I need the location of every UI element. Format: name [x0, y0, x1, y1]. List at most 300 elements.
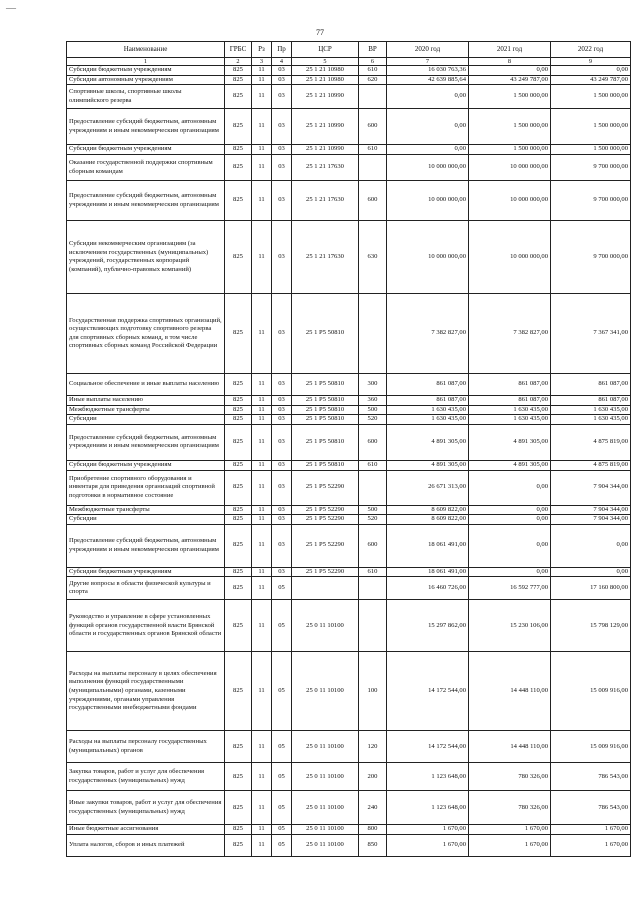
row-amount-2022: 0,00 [551, 567, 631, 577]
row-name: Предоставление субсидий бюджетным, автономным учреждениям и иным некоммерческим организациям [67, 181, 225, 221]
table-row [67, 470, 631, 505]
column-number: 1 [67, 58, 225, 66]
row-csr [292, 577, 359, 600]
row-amount-2020: 4 891 305,00 [387, 424, 469, 460]
row-pr: 03 [272, 415, 292, 425]
row-pr: 05 [272, 791, 292, 825]
row-amount-2020: 4 891 305,00 [387, 460, 469, 470]
row-csr: 25 0 11 10100 [292, 731, 359, 763]
table-row [67, 731, 631, 763]
row-rz: 11 [252, 181, 272, 221]
row-name: Расходы на выплаты персоналу государственных (муниципальных) органов [67, 731, 225, 763]
table-row [67, 515, 631, 525]
row-pr: 03 [272, 85, 292, 109]
row-amount-2020: 14 172 544,00 [387, 652, 469, 731]
row-amount-2020: 8 609 822,00 [387, 515, 469, 525]
row-vr: 360 [359, 396, 387, 406]
row-vr: 610 [359, 460, 387, 470]
row-grbs: 825 [225, 460, 252, 470]
row-amount-2020: 14 172 544,00 [387, 731, 469, 763]
row-grbs: 825 [225, 221, 252, 294]
row-vr [359, 85, 387, 109]
row-amount-2022: 7 367 341,00 [551, 294, 631, 374]
row-amount-2020: 1 630 435,00 [387, 405, 469, 415]
page-number: 77 [316, 28, 324, 37]
row-rz: 11 [252, 405, 272, 415]
table-row [67, 834, 631, 856]
row-amount-2021: 1 500 000,00 [469, 145, 551, 155]
row-csr: 25 1 P5 50810 [292, 405, 359, 415]
row-pr: 03 [272, 145, 292, 155]
header-pr: Пр [272, 42, 292, 58]
row-name: Расходы на выплаты персоналу в целях обеспечения выполнения функций государственными (муниципальными) органами, казенными учреждениями, органами управления государственными внебюджетными фондами [67, 652, 225, 731]
row-pr: 03 [272, 221, 292, 294]
row-amount-2020: 18 061 491,00 [387, 567, 469, 577]
table-row [67, 505, 631, 515]
row-grbs: 825 [225, 145, 252, 155]
row-amount-2022: 786 543,00 [551, 791, 631, 825]
row-amount-2021: 1 670,00 [469, 825, 551, 835]
row-csr: 25 0 11 10100 [292, 652, 359, 731]
row-grbs: 825 [225, 763, 252, 791]
row-name: Уплата налогов, сборов и иных платежей [67, 834, 225, 856]
row-name: Руководство и управление в сфере установленных функций органов государственной власти Брянской области и государственных органов Брянской области [67, 600, 225, 652]
row-vr: 500 [359, 505, 387, 515]
table-row [67, 155, 631, 181]
row-amount-2022: 1 500 000,00 [551, 145, 631, 155]
row-grbs: 825 [225, 155, 252, 181]
column-number-row [67, 58, 631, 66]
row-amount-2022: 4 875 819,00 [551, 460, 631, 470]
row-rz: 11 [252, 460, 272, 470]
header-name: Наименование [67, 42, 225, 58]
row-amount-2020: 10 000 000,00 [387, 181, 469, 221]
header-vr: ВР [359, 42, 387, 58]
row-amount-2022: 4 875 819,00 [551, 424, 631, 460]
row-name: Спортивные школы, спортивные школы олимпийского резерва [67, 85, 225, 109]
row-amount-2020: 861 087,00 [387, 396, 469, 406]
row-amount-2022: 1 670,00 [551, 834, 631, 856]
row-name: Закупка товаров, работ и услуг для обеспечения государственных (муниципальных) нужд [67, 763, 225, 791]
row-vr [359, 155, 387, 181]
table-row [67, 460, 631, 470]
row-amount-2021: 10 000 000,00 [469, 221, 551, 294]
row-name: Социальное обеспечение и иные выплаты населению [67, 374, 225, 396]
table-row [67, 577, 631, 600]
row-amount-2021: 0,00 [469, 470, 551, 505]
row-amount-2021: 1 630 435,00 [469, 405, 551, 415]
row-csr: 25 1 21 17630 [292, 155, 359, 181]
row-grbs: 825 [225, 524, 252, 567]
row-amount-2020: 7 382 827,00 [387, 294, 469, 374]
row-name: Субсидии автономным учреждениям [67, 75, 225, 85]
row-rz: 11 [252, 825, 272, 835]
row-amount-2020: 8 609 822,00 [387, 505, 469, 515]
row-amount-2022: 0,00 [551, 524, 631, 567]
row-name: Предоставление субсидий бюджетным, автономным учреждениям и иным некоммерческим организациям [67, 109, 225, 145]
row-csr: 25 0 11 10100 [292, 600, 359, 652]
row-name: Субсидии бюджетным учреждениям [67, 145, 225, 155]
row-amount-2022: 861 087,00 [551, 396, 631, 406]
table-row [67, 374, 631, 396]
row-grbs: 825 [225, 505, 252, 515]
header-2021: 2021 год [469, 42, 551, 58]
row-vr: 520 [359, 515, 387, 525]
row-amount-2021: 4 891 305,00 [469, 460, 551, 470]
row-csr: 25 0 11 10100 [292, 763, 359, 791]
row-csr: 25 1 P5 52290 [292, 524, 359, 567]
row-vr: 610 [359, 567, 387, 577]
row-amount-2022: 9 700 000,00 [551, 181, 631, 221]
row-amount-2021: 43 249 787,00 [469, 75, 551, 85]
row-amount-2022: 1 500 000,00 [551, 109, 631, 145]
table-row [67, 66, 631, 76]
row-pr: 03 [272, 294, 292, 374]
row-amount-2020: 1 123 648,00 [387, 763, 469, 791]
row-csr: 25 1 21 10990 [292, 109, 359, 145]
row-csr: 25 1 P5 52290 [292, 470, 359, 505]
row-amount-2021: 0,00 [469, 505, 551, 515]
row-amount-2021: 780 326,00 [469, 791, 551, 825]
row-rz: 11 [252, 75, 272, 85]
row-amount-2020: 1 670,00 [387, 825, 469, 835]
row-amount-2020: 16 460 726,00 [387, 577, 469, 600]
row-csr: 25 1 21 17630 [292, 181, 359, 221]
row-amount-2020: 1 123 648,00 [387, 791, 469, 825]
table-row [67, 524, 631, 567]
row-csr: 25 1 P5 52290 [292, 567, 359, 577]
row-amount-2020: 10 000 000,00 [387, 155, 469, 181]
table-row [67, 294, 631, 374]
row-name: Иные выплаты населению [67, 396, 225, 406]
table-row [67, 567, 631, 577]
row-rz: 11 [252, 515, 272, 525]
row-rz: 11 [252, 791, 272, 825]
row-csr: 25 0 11 10100 [292, 825, 359, 835]
row-grbs: 825 [225, 66, 252, 76]
row-amount-2022: 9 700 000,00 [551, 155, 631, 181]
row-amount-2022: 7 904 344,00 [551, 515, 631, 525]
row-rz: 11 [252, 600, 272, 652]
row-csr: 25 1 P5 50810 [292, 460, 359, 470]
row-vr: 620 [359, 75, 387, 85]
row-vr: 800 [359, 825, 387, 835]
table-row [67, 221, 631, 294]
row-amount-2020: 1 630 435,00 [387, 415, 469, 425]
header-grbs: ГРБС [225, 42, 252, 58]
row-amount-2022: 0,00 [551, 66, 631, 76]
row-pr: 03 [272, 66, 292, 76]
table-row [67, 424, 631, 460]
row-name: Субсидии бюджетным учреждениям [67, 460, 225, 470]
row-grbs: 825 [225, 652, 252, 731]
row-vr: 240 [359, 791, 387, 825]
header-2022: 2022 год [551, 42, 631, 58]
row-rz: 11 [252, 85, 272, 109]
row-amount-2020: 0,00 [387, 145, 469, 155]
row-pr: 03 [272, 374, 292, 396]
row-rz: 11 [252, 763, 272, 791]
row-amount-2020: 18 061 491,00 [387, 524, 469, 567]
header-row [67, 42, 631, 58]
row-grbs: 825 [225, 825, 252, 835]
row-vr: 600 [359, 109, 387, 145]
row-name: Другие вопросы в области физической культуры и спорта [67, 577, 225, 600]
row-grbs: 825 [225, 470, 252, 505]
row-vr: 610 [359, 145, 387, 155]
row-name: Оказание государственной поддержки спортивным сборным командам [67, 155, 225, 181]
row-pr: 05 [272, 731, 292, 763]
row-amount-2022: 7 904 344,00 [551, 505, 631, 515]
row-name: Предоставление субсидий бюджетным, автономным учреждениям и иным некоммерческим организациям [67, 424, 225, 460]
row-name: Межбюджетные трансферты [67, 505, 225, 515]
row-pr: 05 [272, 577, 292, 600]
row-amount-2022: 1 630 435,00 [551, 405, 631, 415]
row-grbs: 825 [225, 731, 252, 763]
row-grbs: 825 [225, 424, 252, 460]
row-amount-2020: 15 297 862,00 [387, 600, 469, 652]
row-amount-2021: 0,00 [469, 567, 551, 577]
row-name: Иные бюджетные ассигнования [67, 825, 225, 835]
row-pr: 03 [272, 470, 292, 505]
row-vr: 600 [359, 424, 387, 460]
row-name: Предоставление субсидий бюджетным, автономным учреждениям и иным некоммерческим организациям [67, 524, 225, 567]
row-amount-2021: 15 230 106,00 [469, 600, 551, 652]
row-vr: 120 [359, 731, 387, 763]
row-amount-2021: 0,00 [469, 66, 551, 76]
row-pr: 03 [272, 515, 292, 525]
row-name: Межбюджетные трансферты [67, 405, 225, 415]
row-csr: 25 0 11 10100 [292, 791, 359, 825]
corner-mark: — [6, 3, 16, 14]
column-number: 2 [225, 58, 252, 66]
row-grbs: 825 [225, 294, 252, 374]
row-rz: 11 [252, 155, 272, 181]
row-pr: 03 [272, 75, 292, 85]
row-vr: 100 [359, 652, 387, 731]
row-vr: 520 [359, 415, 387, 425]
table-row [67, 763, 631, 791]
row-csr: 25 1 P5 50810 [292, 424, 359, 460]
row-amount-2021: 1 500 000,00 [469, 85, 551, 109]
row-pr: 03 [272, 567, 292, 577]
row-rz: 11 [252, 374, 272, 396]
row-amount-2021: 861 087,00 [469, 374, 551, 396]
row-pr: 03 [272, 109, 292, 145]
row-amount-2021: 10 000 000,00 [469, 181, 551, 221]
row-grbs: 825 [225, 405, 252, 415]
row-rz: 11 [252, 567, 272, 577]
row-pr: 05 [272, 825, 292, 835]
row-csr: 25 1 21 10990 [292, 145, 359, 155]
row-amount-2022: 15 798 129,00 [551, 600, 631, 652]
row-grbs: 825 [225, 415, 252, 425]
row-amount-2021: 1 630 435,00 [469, 415, 551, 425]
row-rz: 11 [252, 424, 272, 460]
table-row [67, 145, 631, 155]
row-vr: 630 [359, 221, 387, 294]
table-row [67, 85, 631, 109]
row-rz: 11 [252, 470, 272, 505]
row-amount-2022: 861 087,00 [551, 374, 631, 396]
row-csr: 25 1 21 10980 [292, 66, 359, 76]
row-pr: 03 [272, 524, 292, 567]
row-grbs: 825 [225, 396, 252, 406]
row-rz: 11 [252, 731, 272, 763]
row-rz: 11 [252, 221, 272, 294]
row-vr: 600 [359, 524, 387, 567]
row-csr: 25 1 P5 50810 [292, 396, 359, 406]
row-name: Государственная поддержка спортивных организаций, осуществляющих подготовку спортивного резерва для спортивных сборных команд, в том числе спортивных сборных команд Российской Федерации [67, 294, 225, 374]
row-csr: 25 1 P5 50810 [292, 415, 359, 425]
row-amount-2022: 15 009 916,00 [551, 652, 631, 731]
row-amount-2020: 0,00 [387, 85, 469, 109]
row-grbs: 825 [225, 75, 252, 85]
row-amount-2022: 1 500 000,00 [551, 85, 631, 109]
row-vr: 300 [359, 374, 387, 396]
row-amount-2021: 1 500 000,00 [469, 109, 551, 145]
table-row [67, 75, 631, 85]
column-number: 4 [272, 58, 292, 66]
row-amount-2022: 43 249 787,00 [551, 75, 631, 85]
row-rz: 11 [252, 505, 272, 515]
row-vr [359, 470, 387, 505]
row-amount-2022: 7 904 344,00 [551, 470, 631, 505]
row-grbs: 825 [225, 834, 252, 856]
row-amount-2020: 10 000 000,00 [387, 221, 469, 294]
row-name: Приобретение спортивного оборудования и инвентаря для приведения организаций спортивной подготовки в нормативное состояние [67, 470, 225, 505]
row-rz: 11 [252, 834, 272, 856]
table-row [67, 396, 631, 406]
table-body [67, 42, 631, 857]
row-csr: 25 1 P5 50810 [292, 294, 359, 374]
row-name: Иные закупки товаров, работ и услуг для обеспечения государственных (муниципальных) нужд [67, 791, 225, 825]
row-csr: 25 1 P5 50810 [292, 374, 359, 396]
row-csr: 25 1 21 10980 [292, 75, 359, 85]
table-row [67, 405, 631, 415]
row-vr: 600 [359, 181, 387, 221]
row-vr: 610 [359, 66, 387, 76]
row-grbs: 825 [225, 109, 252, 145]
row-vr [359, 600, 387, 652]
row-grbs: 825 [225, 600, 252, 652]
header-2020: 2020 год [387, 42, 469, 58]
row-vr: 200 [359, 763, 387, 791]
table-row [67, 825, 631, 835]
column-number: 8 [469, 58, 551, 66]
column-number: 5 [292, 58, 359, 66]
row-rz: 11 [252, 109, 272, 145]
row-amount-2022: 9 700 000,00 [551, 221, 631, 294]
row-grbs: 825 [225, 515, 252, 525]
row-grbs: 825 [225, 567, 252, 577]
row-grbs: 825 [225, 577, 252, 600]
table-row [67, 652, 631, 731]
table-row [67, 600, 631, 652]
table-row [67, 109, 631, 145]
row-amount-2020: 42 639 885,64 [387, 75, 469, 85]
row-vr: 850 [359, 834, 387, 856]
column-number: 3 [252, 58, 272, 66]
row-pr: 03 [272, 424, 292, 460]
row-amount-2020: 1 670,00 [387, 834, 469, 856]
row-amount-2022: 1 670,00 [551, 825, 631, 835]
row-pr: 03 [272, 396, 292, 406]
row-pr: 03 [272, 460, 292, 470]
row-amount-2021: 1 670,00 [469, 834, 551, 856]
row-pr: 05 [272, 652, 292, 731]
row-pr: 03 [272, 405, 292, 415]
row-grbs: 825 [225, 374, 252, 396]
row-amount-2022: 786 543,00 [551, 763, 631, 791]
row-csr: 25 1 21 17630 [292, 221, 359, 294]
row-amount-2021: 861 087,00 [469, 396, 551, 406]
row-amount-2020: 861 087,00 [387, 374, 469, 396]
column-number: 6 [359, 58, 387, 66]
row-grbs: 825 [225, 181, 252, 221]
row-amount-2021: 14 448 110,00 [469, 652, 551, 731]
row-rz: 11 [252, 577, 272, 600]
row-name: Субсидии [67, 515, 225, 525]
row-amount-2021: 7 382 827,00 [469, 294, 551, 374]
row-name: Субсидии некоммерческим организациям (за исключением государственных (муниципальных) учреждений, государственных корпораций (компаний), публично-правовых компаний) [67, 221, 225, 294]
row-amount-2021: 0,00 [469, 515, 551, 525]
row-vr: 500 [359, 405, 387, 415]
row-amount-2021: 0,00 [469, 524, 551, 567]
row-grbs: 825 [225, 791, 252, 825]
row-amount-2021: 10 000 000,00 [469, 155, 551, 181]
row-pr: 05 [272, 834, 292, 856]
row-csr: 25 1 P5 52290 [292, 515, 359, 525]
row-csr: 25 1 21 10990 [292, 85, 359, 109]
row-pr: 05 [272, 600, 292, 652]
row-amount-2022: 1 630 435,00 [551, 415, 631, 425]
row-amount-2021: 4 891 305,00 [469, 424, 551, 460]
row-amount-2020: 0,00 [387, 109, 469, 145]
row-name: Субсидии [67, 415, 225, 425]
column-number: 9 [551, 58, 631, 66]
row-rz: 11 [252, 415, 272, 425]
row-vr [359, 294, 387, 374]
row-amount-2021: 780 326,00 [469, 763, 551, 791]
row-amount-2021: 16 592 777,00 [469, 577, 551, 600]
column-number: 7 [387, 58, 469, 66]
budget-table [66, 41, 631, 857]
row-pr: 03 [272, 155, 292, 181]
row-pr: 03 [272, 181, 292, 221]
row-csr: 25 0 11 10100 [292, 834, 359, 856]
row-rz: 11 [252, 652, 272, 731]
row-name: Субсидии бюджетным учреждениям [67, 66, 225, 76]
row-amount-2020: 26 671 313,00 [387, 470, 469, 505]
table-row [67, 791, 631, 825]
table-row [67, 181, 631, 221]
row-rz: 11 [252, 294, 272, 374]
row-pr: 03 [272, 505, 292, 515]
row-amount-2022: 15 009 916,00 [551, 731, 631, 763]
row-rz: 11 [252, 66, 272, 76]
header-rz: Рз [252, 42, 272, 58]
row-grbs: 825 [225, 85, 252, 109]
row-vr [359, 577, 387, 600]
row-name: Субсидии бюджетным учреждениям [67, 567, 225, 577]
row-amount-2021: 14 448 110,00 [469, 731, 551, 763]
row-rz: 11 [252, 396, 272, 406]
row-amount-2022: 17 160 800,00 [551, 577, 631, 600]
row-rz: 11 [252, 524, 272, 567]
row-csr: 25 1 P5 52290 [292, 505, 359, 515]
header-csr: ЦСР [292, 42, 359, 58]
